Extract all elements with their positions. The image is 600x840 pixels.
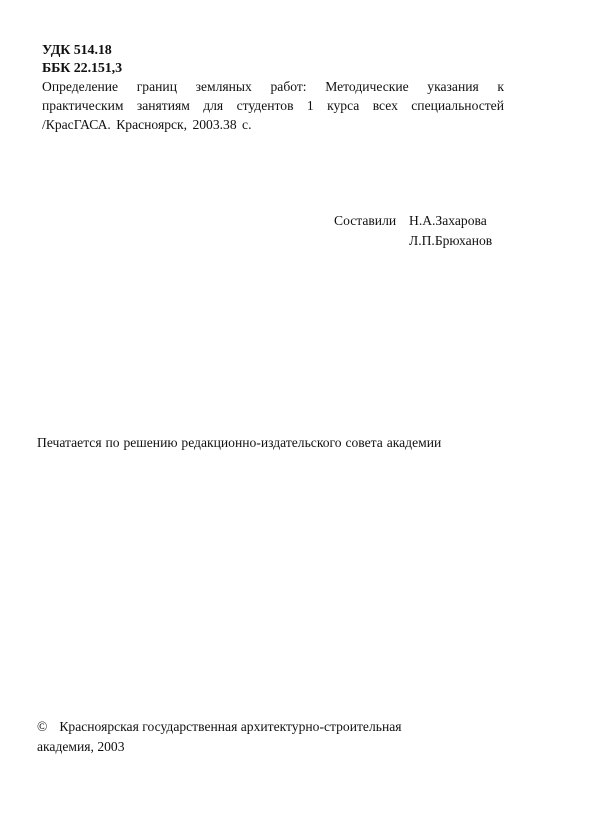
composer-name: Н.А.Захарова [409, 213, 487, 228]
composer-name: Л.П.Брюханов [409, 233, 493, 248]
copyright-block [37, 717, 402, 757]
composers-block [334, 211, 492, 251]
annotation-line: Определение границ земляных работ: Методические указания к [42, 79, 504, 94]
copyright-icon: © [37, 719, 48, 734]
composers-label: Составили [334, 213, 397, 228]
bibliographic-annotation [42, 77, 504, 134]
copyright-holder: Красноярская государственная архитектурно-строительная [59, 719, 402, 734]
annotation-line: практическим занятиям для студентов 1 курса всех специальностей [42, 98, 504, 113]
bbk-code: ББК 22.151,3 [42, 61, 122, 76]
annotation-line: /КрасГАСА. Красноярск, 2003.38 с. [42, 117, 252, 132]
print-approval-note: Печатается по решению редакционно-издательского совета академии [37, 435, 442, 450]
udk-code: УДК 514.18 [42, 43, 112, 58]
copyright-year: академия, 2003 [37, 739, 125, 754]
